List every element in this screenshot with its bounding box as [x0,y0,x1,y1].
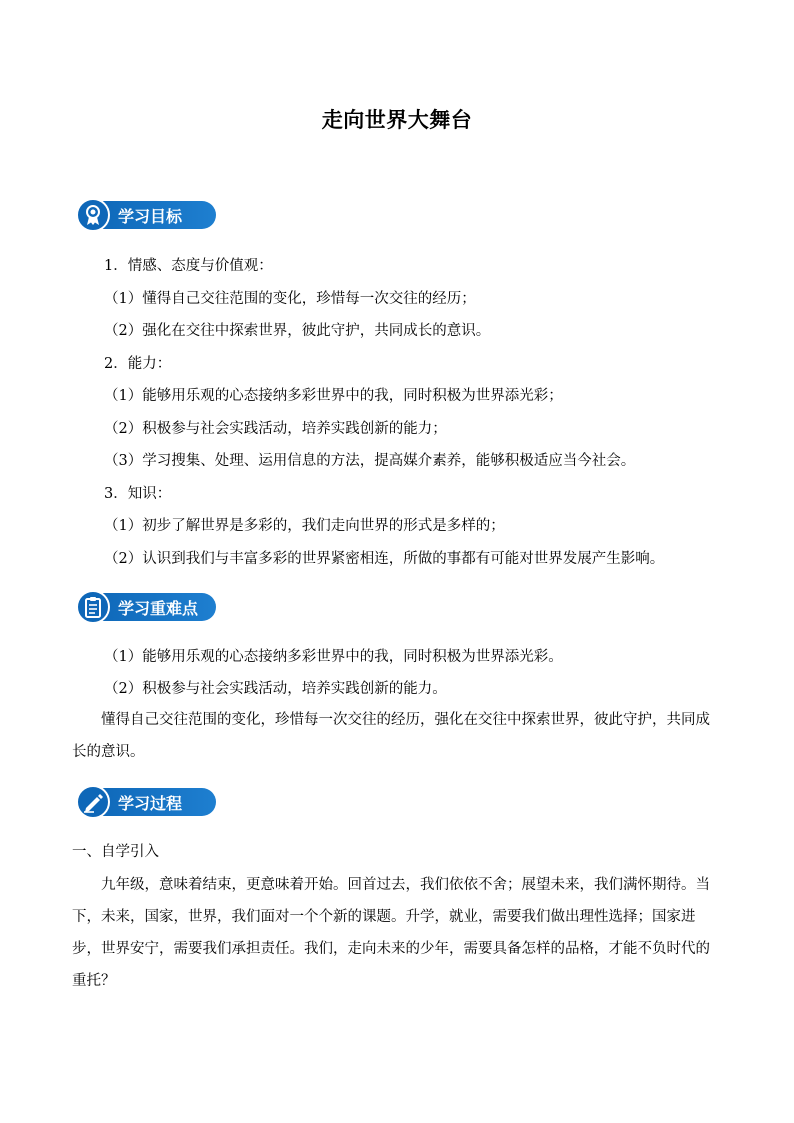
objective-line: 1．情感、态度与价值观： [104,258,273,274]
objective-line: 2．能力： [104,356,172,372]
objective-line: 3．知识： [104,486,172,502]
process-paragraph: 九年级，意味着结束，更意味着开始。回首过去，我们依依不舍；展望未来，我们满怀期待。当下，未来，国家，世界，我们面对一个个新的课题。升学，就业，需要我们做出理性选择；国家进步，世界安宁，需要我们承担责任。我们，走向未来的少年，需要具备怎样的品格，才能不负时代的重托？ [72,877,710,989]
objective-line: （3）学习搜集、处理、运用信息的方法，提高媒介素养，能够积极适应当今社会。 [104,453,636,469]
section-header-process [76,785,216,819]
section-title: 学习过程 [118,794,183,813]
objective-line: （1）能够用乐观的心态接纳多彩世界中的我，同时积极为世界添光彩； [104,388,563,404]
clipboard-list-icon [76,590,110,624]
objective-line: （2）强化在交往中探索世界，彼此守护，共同成长的意识。 [104,323,491,339]
award-ribbon-icon [76,198,110,232]
section-title: 学习目标 [118,207,183,226]
process-subheading: 一、自学引入 [72,844,159,860]
objective-line: （2）认识到我们与丰富多彩的世界紧密相连，所做的事都有可能对世界发展产生影响。 [104,551,665,567]
objective-line: （2）积极参与社会实践活动，培养实践创新的能力； [104,421,447,437]
keypoint-line: （1）能够用乐观的心态接纳多彩世界中的我，同时积极为世界添光彩。 [104,649,563,665]
pencil-icon [76,785,110,819]
section-header-objectives [76,198,216,232]
page-title: 走向世界大舞台 [321,107,473,132]
keypoint-line: （2）积极参与社会实践活动，培养实践创新的能力。 [104,681,447,697]
section-title: 学习重难点 [118,599,199,618]
keypoint-paragraph: 懂得自己交往范围的变化，珍惜每一次交往的经历，强化在交往中探索世界，彼此守护，共同成长的意识。 [72,712,710,760]
section-header-keypoints [76,590,216,624]
objective-line: （1）懂得自己交往范围的变化，珍惜每一次交往的经历； [104,291,476,307]
objective-line: （1）初步了解世界是多彩的，我们走向世界的形式是多样的； [104,518,505,534]
